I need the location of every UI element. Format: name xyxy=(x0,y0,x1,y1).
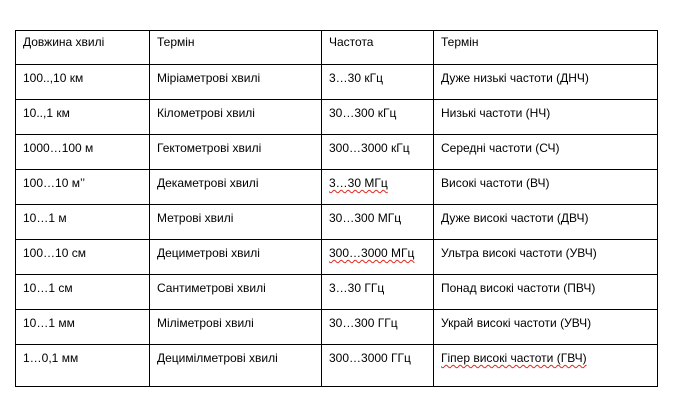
wavelength-cell: 1000…100 м xyxy=(16,135,150,170)
table-row xyxy=(16,135,658,170)
wavelength-cell: 10…1 см xyxy=(16,275,150,310)
frequency-cell: 300…3000 кГц xyxy=(322,135,434,170)
band-name-cell: Високі частоти (ВЧ) xyxy=(434,170,658,205)
wave-name-cell: Кілометрові хвилі xyxy=(150,100,322,135)
wave-name-cell: Міліметрові хвилі xyxy=(150,310,322,345)
table-row xyxy=(16,345,658,387)
wavelength-cell: 1…0,1 мм xyxy=(16,345,150,387)
wavelength-cell: 10…1 мм xyxy=(16,310,150,345)
band-name-cell: Низькі частоти (НЧ) xyxy=(434,100,658,135)
table-row xyxy=(16,65,658,100)
table-row xyxy=(16,205,658,240)
band-name-cell: Украй високі частоти (УВЧ) xyxy=(434,310,658,345)
band-name-cell: Понад високі частоти (ПВЧ) xyxy=(434,275,658,310)
wave-name-cell: Сантиметрові хвилі xyxy=(150,275,322,310)
table-row xyxy=(16,100,658,135)
wave-name-cell: Метрові хвилі xyxy=(150,205,322,240)
band-name-cell: Дуже високі частоти (ДВЧ) xyxy=(434,205,658,240)
band-name-cell: Гіпер високі частоти (ГВЧ) xyxy=(434,345,658,387)
wave-name-cell: Дециметрові хвилі xyxy=(150,240,322,275)
table-row xyxy=(16,170,658,205)
frequency-cell: 300…3000 МГц xyxy=(322,240,434,275)
wavelength-cell: 10..,1 км xyxy=(16,100,150,135)
frequency-cell: 30…300 ГГц xyxy=(322,310,434,345)
band-name-cell: Дуже низькі частоти (ДНЧ) xyxy=(434,65,658,100)
band-name-cell: Середні частоти (СЧ) xyxy=(434,135,658,170)
frequency-cell: 30…300 МГц xyxy=(322,205,434,240)
wave-name-cell: Децимілметрові хвилі xyxy=(150,345,322,387)
frequency-cell: 3…30 ГГц xyxy=(322,275,434,310)
header-band-term: Термін xyxy=(434,31,658,65)
wavelength-cell: 100…10 см xyxy=(16,240,150,275)
wavelength-cell: 100…10 м’’ xyxy=(16,170,150,205)
header-frequency: Частота xyxy=(322,31,434,65)
header-wavelength: Довжина хвилі xyxy=(16,31,150,65)
frequency-cell: 3…30 МГц xyxy=(322,170,434,205)
wave-bands-table xyxy=(15,30,658,387)
table-row xyxy=(16,275,658,310)
wave-name-cell: Декаметрові хвилі xyxy=(150,170,322,205)
wave-name-cell: Гектометрові хвилі xyxy=(150,135,322,170)
header-term: Термін xyxy=(150,31,322,65)
frequency-cell: 30…300 кГц xyxy=(322,100,434,135)
table-row xyxy=(16,240,658,275)
frequency-cell: 300…3000 ГГц xyxy=(322,345,434,387)
frequency-cell: 3…30 кГц xyxy=(322,65,434,100)
wave-name-cell: Міріаметрові хвилі xyxy=(150,65,322,100)
table-header-row xyxy=(16,31,658,65)
wavelength-cell: 10…1 м xyxy=(16,205,150,240)
table-row xyxy=(16,310,658,345)
band-name-cell: Ультра високі частоти (УВЧ) xyxy=(434,240,658,275)
wavelength-cell: 100..,10 км xyxy=(16,65,150,100)
